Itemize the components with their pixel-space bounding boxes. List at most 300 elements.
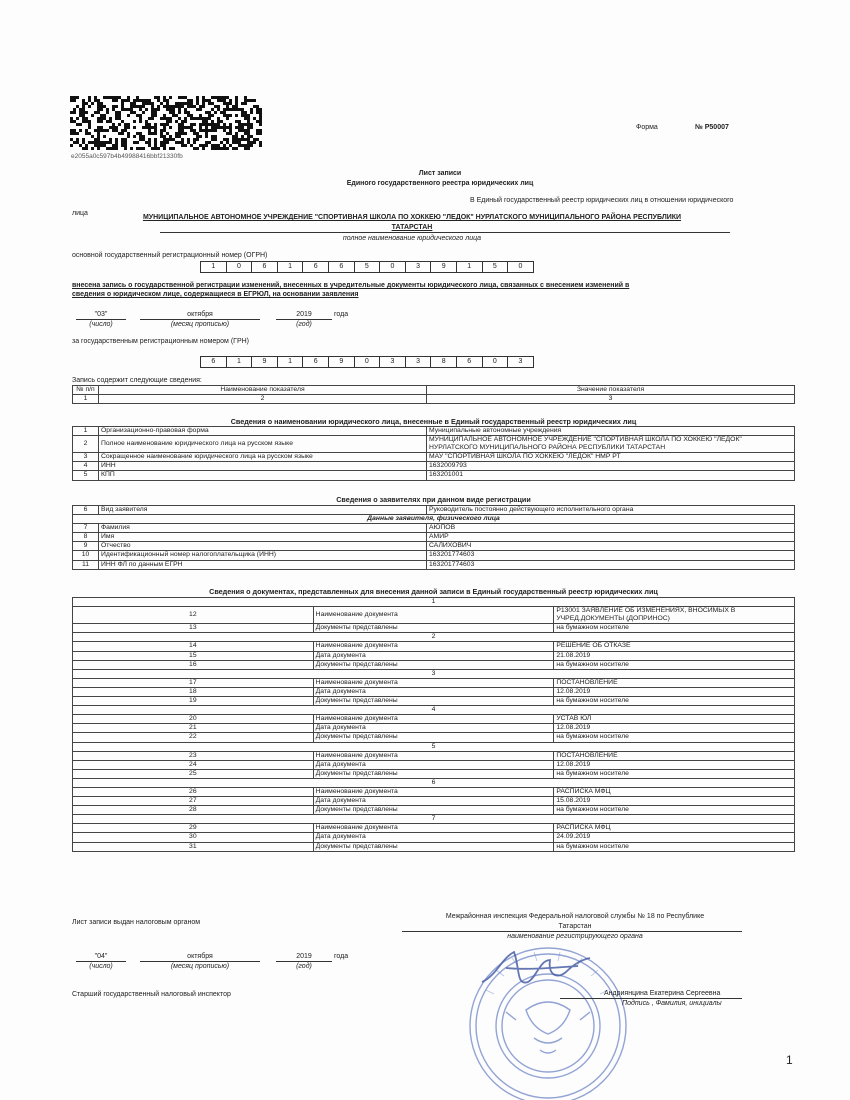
barcode-module <box>223 108 226 111</box>
barcode-module <box>73 96 76 99</box>
barcode-module <box>106 141 109 144</box>
barcode-module <box>103 141 106 144</box>
barcode-module <box>112 129 115 132</box>
barcode-module <box>100 102 103 105</box>
barcode-module <box>88 105 91 108</box>
row-name: Документы представлены <box>313 842 554 851</box>
barcode-module <box>211 123 214 126</box>
row-name: Наименование документа <box>313 787 554 796</box>
digit-cell: 6 <box>303 357 329 367</box>
row-value: на бумажном носителе <box>554 697 795 706</box>
date1-year-line <box>276 319 332 320</box>
barcode-module <box>160 129 163 132</box>
barcode-module <box>223 111 226 114</box>
barcode-module <box>235 132 238 135</box>
barcode-module <box>91 102 94 105</box>
digit-cell: 9 <box>329 357 355 367</box>
barcode-module <box>112 108 115 111</box>
barcode-module <box>127 135 130 138</box>
barcode-module <box>73 141 76 144</box>
barcode-module <box>229 114 232 117</box>
table-row <box>73 797 795 806</box>
barcode-module <box>235 96 238 99</box>
barcode-module <box>250 123 253 126</box>
barcode-module <box>166 105 169 108</box>
row-value: РАСПИСКА МФЦ <box>554 787 795 796</box>
barcode-module <box>223 99 226 102</box>
barcode-module <box>82 141 85 144</box>
barcode-module <box>76 123 79 126</box>
barcode-module <box>235 99 238 102</box>
barcode-module <box>121 108 124 111</box>
barcode-module <box>154 108 157 111</box>
barcode-module <box>79 108 82 111</box>
row-value: 163201774603 <box>427 560 795 569</box>
barcode-module <box>76 132 79 135</box>
barcode-module <box>160 117 163 120</box>
barcode-module <box>103 135 106 138</box>
barcode-module <box>190 102 193 105</box>
barcode-module <box>70 132 73 135</box>
barcode-module <box>247 144 250 147</box>
row-number: 25 <box>73 769 314 778</box>
barcode-module <box>133 105 136 108</box>
document-group-number: 6 <box>73 778 795 787</box>
page-number: 1 <box>786 1053 793 1067</box>
barcode-module <box>136 132 139 135</box>
section3-title: Сведения о документах, представленных для внесения данной записи в Единый государственный реестр юридических лиц <box>209 587 658 596</box>
table-row <box>73 624 795 633</box>
date2-cap-day: (число) <box>89 963 113 970</box>
barcode-module <box>124 129 127 132</box>
barcode-module <box>160 135 163 138</box>
barcode-module <box>184 126 187 129</box>
row-name: Дата документа <box>313 760 554 769</box>
barcode-module <box>172 111 175 114</box>
barcode-module <box>151 105 154 108</box>
barcode-module <box>190 114 193 117</box>
table-row <box>73 506 795 515</box>
date1-month: октября <box>187 311 213 318</box>
row-value: 163201774603 <box>427 551 795 560</box>
barcode-module <box>94 111 97 114</box>
barcode-module <box>94 144 97 147</box>
barcode-module <box>157 108 160 111</box>
barcode-module <box>145 102 148 105</box>
barcode-module <box>199 114 202 117</box>
barcode-module <box>214 135 217 138</box>
row-value: 24.09.2019 <box>554 833 795 842</box>
table-row <box>73 551 795 560</box>
barcode-module <box>148 99 151 102</box>
barcode-module <box>151 132 154 135</box>
digit-cell: 3 <box>518 358 523 365</box>
barcode-module <box>121 141 124 144</box>
row-name: Наименование документа <box>313 824 554 833</box>
date2-day: "04" <box>94 953 108 960</box>
date2-year-suffix: года <box>334 953 349 960</box>
document-group-number: 5 <box>73 742 795 751</box>
barcode-module <box>178 123 181 126</box>
barcode-module <box>97 132 100 135</box>
barcode-module <box>163 117 166 120</box>
barcode-module <box>196 96 199 99</box>
table-row <box>73 453 795 462</box>
row-number: 8 <box>73 533 99 542</box>
barcode-module <box>124 147 127 150</box>
barcode-module <box>88 120 91 123</box>
barcode-module <box>241 144 244 147</box>
barcode-module <box>220 147 223 150</box>
barcode-module <box>169 135 172 138</box>
barcode-module <box>151 111 154 114</box>
barcode-module <box>142 147 145 150</box>
barcode-module <box>82 108 85 111</box>
barcode-module <box>214 96 217 99</box>
barcode-module <box>127 114 130 117</box>
barcode-module <box>199 105 202 108</box>
date2-year: 2019 <box>296 953 312 960</box>
barcode-module <box>184 120 187 123</box>
barcode-module <box>70 99 73 102</box>
barcode-module <box>97 99 100 102</box>
barcode-module <box>94 138 97 141</box>
barcode-module <box>172 114 175 117</box>
barcode-module <box>133 135 136 138</box>
barcode-module <box>178 108 181 111</box>
row-number: 5 <box>73 471 99 480</box>
barcode-module <box>118 117 121 120</box>
barcode-module <box>256 132 259 135</box>
barcode-module <box>100 126 103 129</box>
section2-table <box>72 505 795 570</box>
table-row <box>73 760 795 769</box>
barcode-module <box>244 96 247 99</box>
barcode-module <box>205 144 208 147</box>
barcode-module <box>79 114 82 117</box>
document-group-number: 1 <box>73 598 795 607</box>
barcode-module <box>154 123 157 126</box>
barcode-module <box>109 120 112 123</box>
barcode-module <box>79 111 82 114</box>
digit-cell: 1 <box>457 262 483 272</box>
barcode-module <box>235 120 238 123</box>
barcode-module <box>238 123 241 126</box>
barcode-module <box>142 135 145 138</box>
row-value: Муниципальные автономные учреждения <box>427 427 795 436</box>
barcode-module <box>259 141 262 144</box>
row-number: 13 <box>73 624 314 633</box>
row-value: на бумажном носителе <box>554 733 795 742</box>
barcode-module <box>184 117 187 120</box>
barcode-module <box>106 96 109 99</box>
table-row <box>73 806 795 815</box>
barcode-module <box>232 135 235 138</box>
barcode-module <box>202 129 205 132</box>
table-row <box>73 607 795 624</box>
row-number: 20 <box>73 715 314 724</box>
row-number: 11 <box>73 560 99 569</box>
barcode-module <box>196 102 199 105</box>
barcode-module <box>145 108 148 111</box>
barcode-module <box>118 114 121 117</box>
barcode-module <box>97 141 100 144</box>
barcode-module <box>100 108 103 111</box>
table-row <box>73 427 795 436</box>
barcode-module <box>211 135 214 138</box>
barcode-module <box>232 108 235 111</box>
barcode-module <box>76 141 79 144</box>
intro-line: В Единый государственный реестр юридических лиц в отношении юридического <box>470 197 734 204</box>
barcode-module <box>73 120 76 123</box>
barcode-module <box>232 105 235 108</box>
row-number: 23 <box>73 751 314 760</box>
barcode-module <box>259 120 262 123</box>
row-value: на бумажном носителе <box>554 624 795 633</box>
signature <box>476 938 606 1000</box>
barcode-module <box>154 147 157 150</box>
barcode-module <box>184 111 187 114</box>
date1-year: 2019 <box>296 311 312 318</box>
barcode-module <box>181 120 184 123</box>
org-name-2: ТАТАРСТАН <box>391 224 433 231</box>
barcode-module <box>118 96 121 99</box>
applicant-subtitle: Данные заявителя, физического лица <box>73 515 795 524</box>
barcode-module <box>115 129 118 132</box>
barcode-image <box>70 96 262 150</box>
barcode-module <box>109 117 112 120</box>
barcode-module <box>70 96 73 99</box>
barcode-module <box>160 141 163 144</box>
barcode-module <box>76 105 79 108</box>
barcode-module <box>217 108 220 111</box>
barcode-module <box>223 123 226 126</box>
row-value: АЮПОВ <box>427 524 795 533</box>
row-name: Документы представлены <box>313 769 554 778</box>
barcode-module <box>73 111 76 114</box>
barcode-module <box>244 99 247 102</box>
authority-name-2: Татарстан <box>558 923 592 930</box>
barcode-module <box>100 129 103 132</box>
date2-month: октября <box>187 953 213 960</box>
barcode-module <box>124 138 127 141</box>
barcode-module <box>256 138 259 141</box>
barcode-module <box>100 105 103 108</box>
barcode-module <box>217 144 220 147</box>
row-number: 24 <box>73 760 314 769</box>
table-row <box>73 633 795 642</box>
barcode-module <box>91 141 94 144</box>
barcode-module <box>208 117 211 120</box>
barcode-module <box>106 129 109 132</box>
barcode-module <box>202 99 205 102</box>
barcode-module <box>82 147 85 150</box>
barcode-module <box>241 102 244 105</box>
authority-caption: наименование регистрирующего органа <box>507 933 643 940</box>
barcode-module <box>97 105 100 108</box>
barcode-module <box>181 105 184 108</box>
barcode-module <box>229 99 232 102</box>
barcode-module <box>181 102 184 105</box>
row-name: Документы представлены <box>313 624 554 633</box>
barcode-module <box>88 132 91 135</box>
barcode-module <box>226 147 229 150</box>
col-value-header: Значение показателя <box>427 386 795 395</box>
barcode-module <box>127 126 130 129</box>
barcode-module <box>229 132 232 135</box>
barcode-module <box>199 108 202 111</box>
row-name: Организационно-правовая форма <box>99 427 427 436</box>
barcode-module <box>259 117 262 120</box>
barcode-module <box>103 105 106 108</box>
barcode-module <box>121 132 124 135</box>
barcode-module <box>124 99 127 102</box>
barcode-module <box>184 102 187 105</box>
barcode-module <box>166 132 169 135</box>
date1-cap-month: (месяц прописью) <box>170 321 230 328</box>
barcode-module <box>187 105 190 108</box>
barcode-module <box>208 123 211 126</box>
barcode-module <box>208 99 211 102</box>
barcode-module <box>178 126 181 129</box>
barcode-module <box>97 129 100 132</box>
barcode-module <box>256 129 259 132</box>
barcode-module <box>97 138 100 141</box>
barcode-module <box>103 117 106 120</box>
row-name: Дата документа <box>313 833 554 842</box>
barcode-module <box>148 132 151 135</box>
row-value: РАСПИСКА МФЦ <box>554 824 795 833</box>
barcode-module <box>115 126 118 129</box>
barcode-module <box>259 144 262 147</box>
barcode-module <box>235 126 238 129</box>
barcode-module <box>193 147 196 150</box>
barcode-module <box>139 135 142 138</box>
barcode-module <box>181 144 184 147</box>
barcode-module <box>205 132 208 135</box>
barcode-module <box>238 129 241 132</box>
barcode-module <box>217 123 220 126</box>
barcode-module <box>112 126 115 129</box>
barcode-module <box>121 144 124 147</box>
row-name: Дата документа <box>313 797 554 806</box>
barcode-module <box>169 126 172 129</box>
barcode-module <box>118 111 121 114</box>
barcode-module <box>253 105 256 108</box>
barcode-module <box>154 141 157 144</box>
digit-cell: 1 <box>278 357 304 367</box>
row-name: ИНН ФЛ по данным ЕГРН <box>99 560 427 569</box>
barcode-module <box>148 141 151 144</box>
row-value: АМИР <box>427 533 795 542</box>
barcode-module <box>172 147 175 150</box>
row-name: Дата документа <box>313 724 554 733</box>
barcode-module <box>82 138 85 141</box>
barcode-module <box>112 99 115 102</box>
barcode-module <box>163 135 166 138</box>
barcode-module <box>124 144 127 147</box>
digit-cell: 0 <box>355 357 381 367</box>
section2-title: Сведения о заявителях при данном виде регистрации <box>336 495 531 504</box>
table-row <box>73 724 795 733</box>
barcode-module <box>157 96 160 99</box>
barcode-module <box>214 105 217 108</box>
barcode-module <box>163 96 166 99</box>
row-name: Дата документа <box>313 687 554 696</box>
date2-month-line <box>140 961 260 962</box>
digit-cell: 6 <box>329 262 355 272</box>
row-value: 163201001 <box>427 471 795 480</box>
col-name-header: Наименование показателя <box>99 386 427 395</box>
barcode-module <box>208 111 211 114</box>
document-group-number: 7 <box>73 815 795 824</box>
barcode-module <box>70 120 73 123</box>
barcode-module <box>157 99 160 102</box>
barcode-module <box>205 135 208 138</box>
barcode-module <box>175 114 178 117</box>
row-number: 31 <box>73 842 314 851</box>
barcode-id: e2055a0c597b4b49988416bbf21330fb <box>71 153 183 160</box>
table-row <box>73 515 795 524</box>
barcode-module <box>226 105 229 108</box>
barcode-module <box>226 126 229 129</box>
barcode-module <box>124 126 127 129</box>
barcode-module <box>247 147 250 150</box>
barcode-module <box>217 105 220 108</box>
barcode-module <box>214 126 217 129</box>
barcode-module <box>211 129 214 132</box>
barcode-module <box>247 99 250 102</box>
barcode-module <box>82 120 85 123</box>
barcode-module <box>229 126 232 129</box>
barcode-module <box>205 141 208 144</box>
barcode-module <box>187 99 190 102</box>
barcode-module <box>202 96 205 99</box>
row-name: Документы представлены <box>313 697 554 706</box>
barcode-module <box>91 135 94 138</box>
barcode-module <box>214 111 217 114</box>
table-row <box>73 778 795 787</box>
barcode-module <box>70 117 73 120</box>
barcode-module <box>244 123 247 126</box>
barcode-module <box>148 102 151 105</box>
barcode-module <box>220 141 223 144</box>
grn-label: за государственным регистрационным номером (ГРН) <box>72 338 249 345</box>
barcode-module <box>139 108 142 111</box>
barcode-module <box>133 120 136 123</box>
barcode-module <box>253 141 256 144</box>
barcode-module <box>82 114 85 117</box>
barcode-module <box>115 144 118 147</box>
barcode-module <box>166 123 169 126</box>
barcode-module <box>148 126 151 129</box>
document-group-number: 2 <box>73 633 795 642</box>
barcode-module <box>193 123 196 126</box>
barcode-module <box>220 126 223 129</box>
barcode-module <box>106 147 109 150</box>
table-row <box>73 642 795 651</box>
barcode-module <box>247 129 250 132</box>
barcode-module <box>184 132 187 135</box>
barcode-module <box>142 138 145 141</box>
row-name: Наименование документа <box>313 751 554 760</box>
barcode-module <box>142 99 145 102</box>
intro-line-2: лица <box>72 210 88 217</box>
barcode-module <box>85 129 88 132</box>
barcode-module <box>244 144 247 147</box>
barcode-module <box>256 105 259 108</box>
table-row <box>73 524 795 533</box>
